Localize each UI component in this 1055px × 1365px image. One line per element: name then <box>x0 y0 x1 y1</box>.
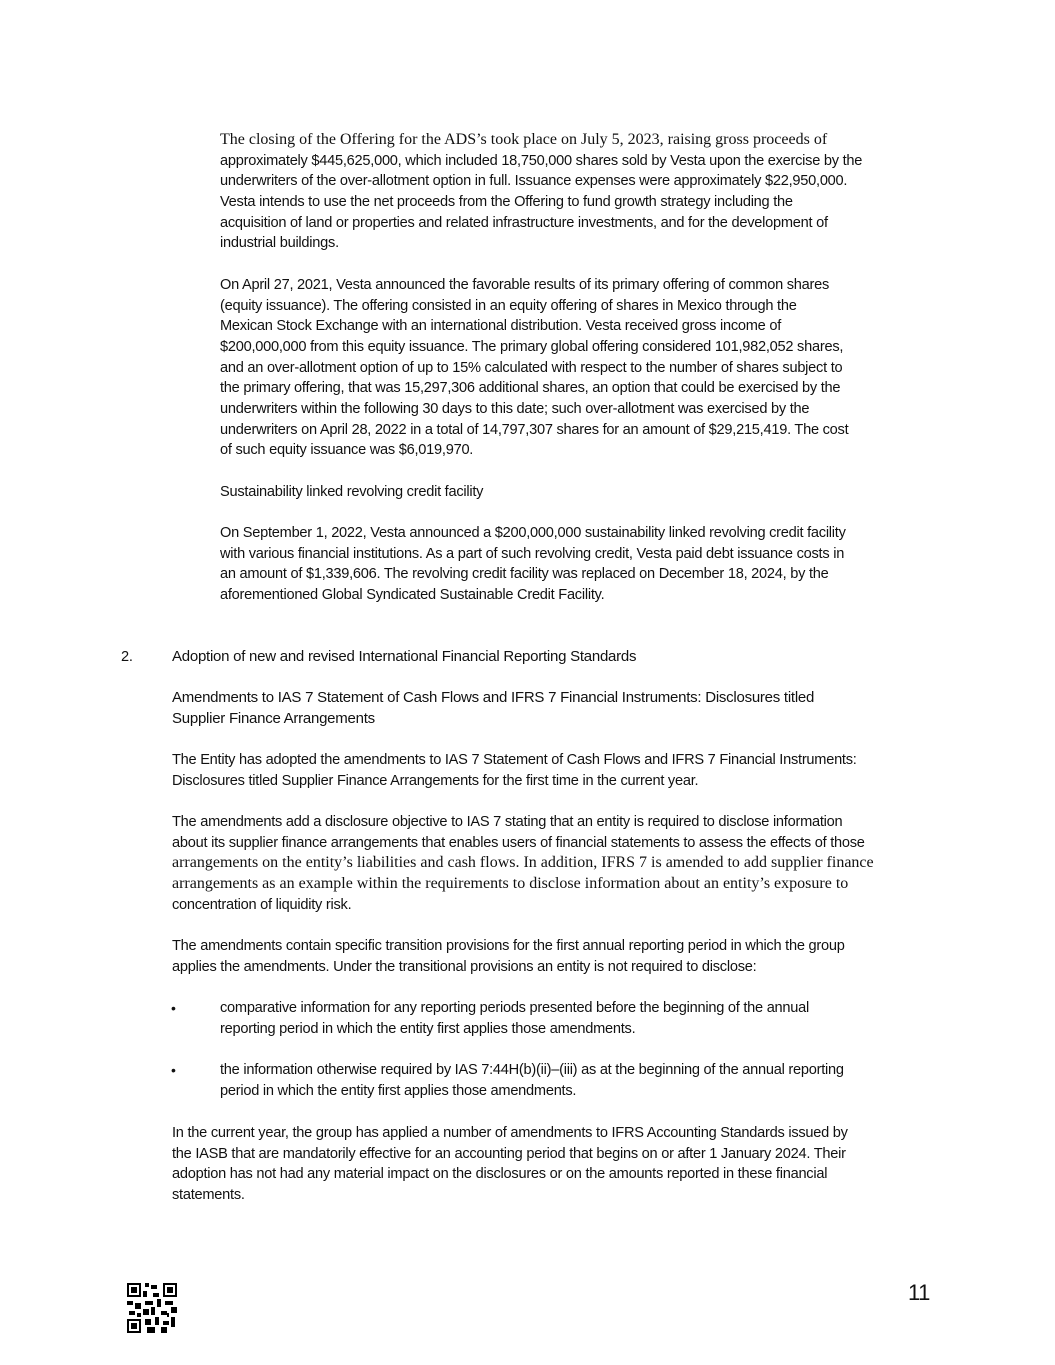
text-line: of such equity issuance was $6,019,970. <box>220 442 474 459</box>
text-line: In the current year, the group has applied a number of amendments to IFRS Accounting Standards issued by <box>172 1125 848 1141</box>
text-line: Sustainability linked revolving credit facility <box>220 484 484 500</box>
text-line: $200,000,000 from this equity issuance. The primary global offering considered 101,982,052 shares, <box>220 338 844 355</box>
text-line: applies the amendments. Under the transitional provisions an entity is not required to disclose: <box>172 958 757 975</box>
text-line: The Entity has adopted the amendments to IAS 7 Statement of Cash Flows and IFRS 7 Financial Instruments: <box>172 752 857 768</box>
bullet-icon: • <box>171 1062 176 1078</box>
text-line: acquisition of land or properties and related infrastructure investments, and for the development of <box>220 214 828 231</box>
qr-code-icon <box>127 1283 177 1333</box>
text-line: concentration of liquidity risk. <box>172 896 352 913</box>
text-line: underwriters on April 28, 2022 in a total of 14,797,307 shares for an amount of $29,215,419. The cost <box>220 421 849 438</box>
text-line: The amendments contain specific transition provisions for the first annual reporting period in which the group <box>172 938 845 954</box>
paragraph-transition <box>172 936 845 977</box>
text-line: arrangements as an example within the requirements to disclose information about an entity’s exposure to <box>172 874 849 892</box>
text-line: (equity issuance). The offering consisted in an equity offering of shares in Mexico through the <box>220 297 797 314</box>
text-line: Disclosures titled Supplier Finance Arrangements for the first time in the current year. <box>172 772 699 789</box>
section-number: 2. <box>121 649 133 665</box>
paragraph-ads-offering <box>220 130 862 254</box>
text-line: underwriters of the over-allotment option in full. Issuance expenses were approximately $22,950,000. <box>220 173 848 190</box>
text-line: comparative information for any reporting periods presented before the beginning of the annual <box>220 1000 810 1016</box>
text-line: adoption has not had any material impact on the disclosures or on the amounts reported in these financial <box>172 1166 828 1183</box>
text-line: approximately $445,625,000, which included 18,750,000 shares sold by Vesta upon the exercise by the <box>220 152 863 169</box>
page-number: 11 <box>908 1280 930 1305</box>
text-line: The amendments add a disclosure objective to IAS 7 stating that an entity is required to disclose information <box>172 814 843 830</box>
bullet-item-comparative <box>220 998 809 1039</box>
paragraph-amendments-add <box>172 812 874 915</box>
slrcf-heading <box>220 482 483 503</box>
amendments-subheading <box>172 688 814 729</box>
text-line: an amount of $1,339,606. The revolving credit facility was replaced on December 18, 2024, by the <box>220 566 829 583</box>
section-title: Adoption of new and revised International Financial Reporting Standards <box>172 648 637 665</box>
text-line: The closing of the Offering for the ADS’s took place on July 5, 2023, raising gross proceeds of <box>220 131 828 148</box>
bullet-icon: • <box>171 1000 176 1016</box>
text-line: industrial buildings. <box>220 235 339 252</box>
paragraph-slrcf <box>220 523 846 606</box>
text-line: Vesta intends to use the net proceeds from the Offering to fund growth strategy including the <box>220 193 793 210</box>
text-line: the IASB that are mandatorily effective for an accounting period that begins on or after 1 January 2024. Their <box>172 1145 846 1162</box>
paragraph-adopted <box>172 750 857 791</box>
text-line: the primary offering, that was 15,297,306 additional shares, an option that could be exercised by the <box>220 380 841 397</box>
bullet-item-ias7 <box>220 1060 844 1101</box>
text-line: underwriters within the following 30 days to this date; such over-allotment was exercised by the <box>220 400 810 417</box>
text-line: On April 27, 2021, Vesta announced the favorable results of its primary offering of common shares <box>220 277 830 293</box>
paragraph-april-2021-offering <box>220 275 848 461</box>
text-line: about its supplier finance arrangements that enables users of financial statements to assess the effects of those <box>172 834 865 851</box>
text-line: reporting period in which the entity first applies those amendments. <box>220 1020 636 1037</box>
text-line: aforementioned Global Syndicated Sustainable Credit Facility. <box>220 586 605 603</box>
text-line: Mexican Stock Exchange with an international distribution. Vesta received gross income of <box>220 318 782 335</box>
text-line: On September 1, 2022, Vesta announced a $200,000,000 sustainability linked revolving credit facility <box>220 525 846 541</box>
text-line: and an over-allotment option of up to 15% calculated with respect to the number of shares subject to <box>220 359 843 376</box>
text-line: the information otherwise required by IAS 7:44H(b)(ii)–(iii) as at the beginning of the annual reporting <box>220 1062 844 1078</box>
paragraph-current-year <box>172 1123 848 1206</box>
text-line: Amendments to IAS 7 Statement of Cash Flows and IFRS 7 Financial Instruments: Disclosures titled <box>172 689 815 706</box>
text-line: Supplier Finance Arrangements <box>172 709 375 727</box>
text-line: with various financial institutions. As a part of such revolving credit, Vesta paid debt issuance costs in <box>220 545 845 562</box>
text-line: arrangements on the entity’s liabilities and cash flows. In addition, IFRS 7 is amended to add supplier finance <box>172 854 874 872</box>
text-line: statements. <box>172 1186 245 1203</box>
text-line: period in which the entity first applies those amendments. <box>220 1082 577 1099</box>
